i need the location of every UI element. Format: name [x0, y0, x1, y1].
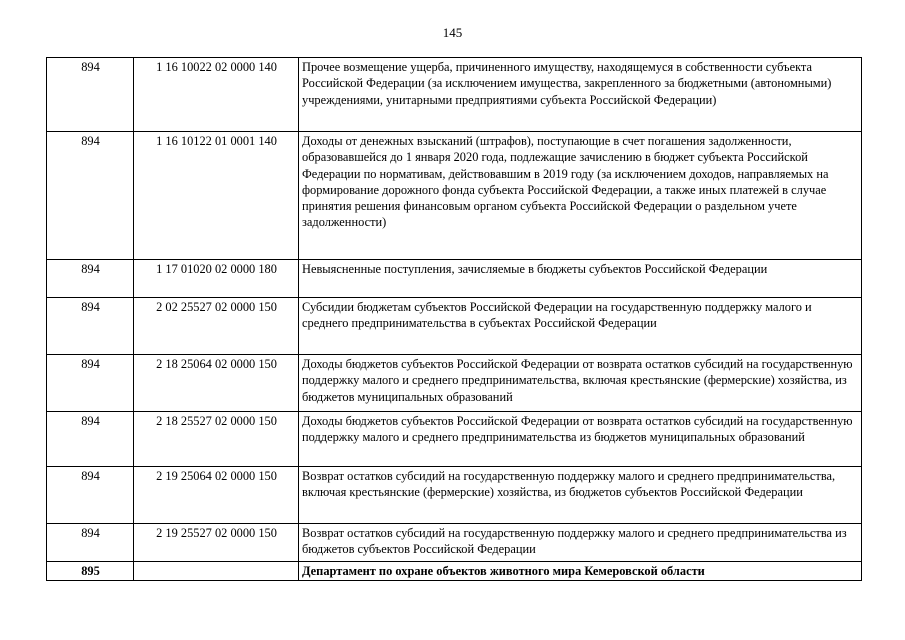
kbk-code-cell: 2 18 25527 02 0000 150	[134, 412, 299, 467]
table-row	[47, 132, 862, 260]
revenue-name-cell: Доходы от денежных взысканий (штрафов), поступающие в счет погашения задолженности, образовавшейся до 1 января 2020 года, подлежащие зачислению в бюджет субъекта Российской Федерации по нормативам, действовавшим в 2019 году (за исключением доходов, направляемых на формирование дорожного фонда субъекта Российской Федерации, а также иных платежей в случае принятия решения финансовым органом субъекта Российской Федерации о раздельном учете задолженности)	[299, 132, 862, 260]
kbk-code-cell: 1 16 10122 01 0001 140	[134, 132, 299, 260]
table-row	[47, 355, 862, 412]
table-row	[47, 58, 862, 132]
table-row	[47, 467, 862, 524]
admin-code-cell: 894	[47, 524, 134, 562]
table-row	[47, 260, 862, 298]
revenue-name-cell: Возврат остатков субсидий на государственную поддержку малого и среднего предпринимательства, включая крестьянские (фермерские) хозяйства, из бюджетов субъектов Российской Федерации	[299, 467, 862, 524]
table-row	[47, 412, 862, 467]
section-header-row	[47, 562, 862, 581]
kbk-code-cell: 1 17 01020 02 0000 180	[134, 260, 299, 298]
page-number: 145	[442, 25, 463, 40]
revenue-name-cell: Невыясненные поступления, зачисляемые в бюджеты субъектов Российской Федерации	[299, 260, 862, 298]
kbk-code-cell: 2 19 25527 02 0000 150	[134, 524, 299, 562]
admin-code-cell: 894	[47, 298, 134, 355]
revenue-name-cell: Прочее возмещение ущерба, причиненного имуществу, находящемуся в собственности субъекта Российской Федерации (за исключением имущества, закрепленного за бюджетными (автономными) учреждениями, унитарными предприятиями субъекта Российской Федерации)	[299, 58, 862, 132]
kbk-code-cell	[134, 562, 299, 581]
revenue-name-cell: Доходы бюджетов субъектов Российской Федерации от возврата остатков субсидий на государственную поддержку малого и среднего предпринимательства из бюджетов муниципальных образований	[299, 412, 862, 467]
table-row	[47, 298, 862, 355]
admin-code-cell: 895	[47, 562, 134, 581]
kbk-code-cell: 1 16 10022 02 0000 140	[134, 58, 299, 132]
revenue-name-cell: Доходы бюджетов субъектов Российской Федерации от возврата остатков субсидий на государственную поддержку малого и среднего предпринимательства, включая крестьянские (фермерские) хозяйства, из бюджетов муниципальных образований	[299, 355, 862, 412]
table-row	[47, 524, 862, 562]
admin-code-cell: 894	[47, 260, 134, 298]
kbk-code-cell: 2 02 25527 02 0000 150	[134, 298, 299, 355]
section-title-cell: Департамент по охране объектов животного мира Кемеровской области	[299, 562, 862, 581]
revenue-codes-table	[46, 57, 862, 581]
revenue-name-cell: Субсидии бюджетам субъектов Российской Федерации на государственную поддержку малого и среднего предпринимательства в субъектах Российской Федерации	[299, 298, 862, 355]
admin-code-cell: 894	[47, 132, 134, 260]
admin-code-cell: 894	[47, 58, 134, 132]
revenue-name-cell: Возврат остатков субсидий на государственную поддержку малого и среднего предпринимательства из бюджетов субъектов Российской Федерации	[299, 524, 862, 562]
admin-code-cell: 894	[47, 355, 134, 412]
kbk-code-cell: 2 18 25064 02 0000 150	[134, 355, 299, 412]
admin-code-cell: 894	[47, 467, 134, 524]
kbk-code-cell: 2 19 25064 02 0000 150	[134, 467, 299, 524]
admin-code-cell: 894	[47, 412, 134, 467]
